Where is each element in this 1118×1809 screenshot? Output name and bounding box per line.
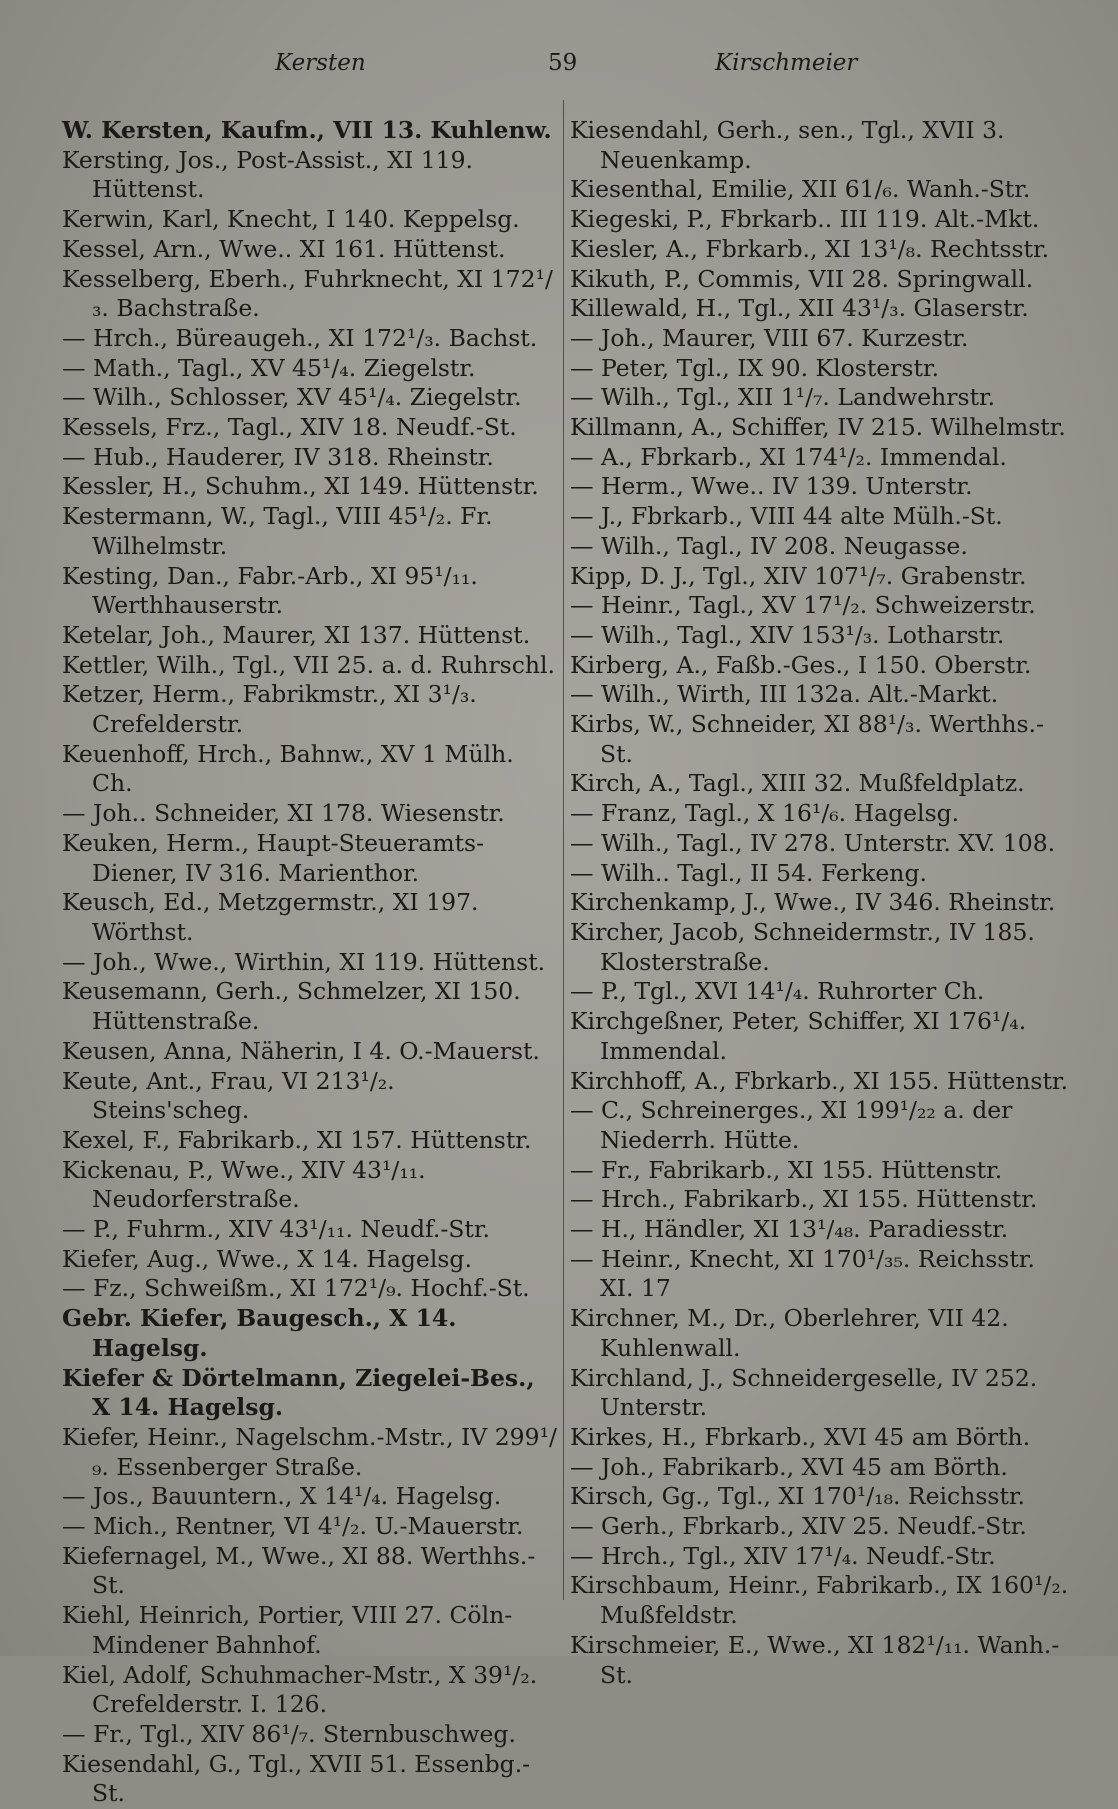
- directory-entry: Kessel, Arn., Wwe.. XI 161. Hüttenst.: [62, 234, 506, 263]
- directory-entry: — Heinr., Knecht, XI 170¹/₃₅. Reichsstr. XI. 17: [570, 1244, 1035, 1303]
- directory-entry: Kircher, Jacob, Schneidermstr., IV 185. Klosterstraße.: [570, 917, 1035, 976]
- directory-entry: Kettler, Wilh., Tgl., VII 25. a. d. Ruhrschl.: [62, 650, 556, 679]
- directory-entry: Kirberg, A., Faßb.-Ges., I 150. Oberstr.: [570, 650, 1032, 679]
- header-first-name: Kersten: [275, 50, 366, 76]
- directory-entry: Kickenau, P., Wwe., XIV 43¹/₁₁. Neudorferstraße.: [62, 1155, 426, 1214]
- directory-entry: Kirch, A., Tagl., XIII 32. Mußfeldplatz.: [570, 769, 1025, 798]
- directory-entry: — Wilh., Tgl., XII 1¹/₇. Landwehrstr.: [570, 383, 996, 412]
- directory-entry: — P., Tgl., XVI 14¹/₄. Ruhrorter Ch.: [570, 977, 985, 1006]
- directory-entry: Kesting, Dan., Fabr.-Arb., XI 95¹/₁₁. Werthhauserstr.: [62, 561, 478, 620]
- directory-entry: W. Kersten, Kaufm., VII 13. Kuhlenw.: [62, 116, 552, 144]
- directory-entry: — Joh., Wwe., Wirthin, XI 119. Hüttenst.: [62, 947, 546, 976]
- directory-entry: — Math., Tagl., XV 45¹/₄. Ziegelstr.: [62, 353, 476, 382]
- directory-entry: Kipp, D. J., Tgl., XIV 107¹/₇. Grabenstr.: [570, 561, 1027, 590]
- directory-entry: Kiefer, Aug., Wwe., X 14. Hagelsg.: [62, 1244, 472, 1273]
- directory-entry: Killmann, A., Schiffer, IV 215. Wilhelmstr.: [570, 413, 1066, 442]
- page-header: [60, 50, 1078, 90]
- directory-entry: — Wilh., Wirth, III 132a. Alt.-Markt.: [570, 680, 999, 709]
- directory-entry: — Wilh.. Tagl., II 54. Ferkeng.: [570, 858, 927, 887]
- page-number: 59: [548, 50, 578, 76]
- right-column: [570, 116, 1070, 1690]
- directory-entry: Kirsch, Gg., Tgl., XI 170¹/₁₈. Reichsstr.: [570, 1482, 1026, 1511]
- directory-entry: — Joh., Maurer, VIII 67. Kurzestr.: [570, 323, 969, 352]
- directory-entry: Keusch, Ed., Metzgermstr., XI 197. Wörthst.: [62, 888, 479, 946]
- directory-entry: Kiesler, A., Fbrkarb., XI 13¹/₈. Rechtsstr.: [570, 234, 1050, 263]
- directory-entry: — Wilh., Tagl., IV 278. Unterstr. XV. 108.: [570, 828, 1056, 857]
- directory-entry: — Joh., Fabrikarb., XVI 45 am Börth.: [570, 1452, 1008, 1481]
- directory-entry: Kiegeski, P., Fbrkarb.. III 119. Alt.-Mkt.: [570, 205, 1040, 234]
- column-divider: [563, 100, 564, 1600]
- directory-entry: Kiehl, Heinrich, Portier, VIII 27. Cöln-Mindener Bahnhof.: [62, 1601, 513, 1659]
- directory-entry: Kirchland, J., Schneidergeselle, IV 252. Unterstr.: [570, 1363, 1038, 1422]
- directory-entry: Kiesenthal, Emilie, XII 61/₆. Wanh.-Str.: [570, 175, 1031, 204]
- directory-entry: Kiefernagel, M., Wwe., XI 88. Werthhs.-St.: [62, 1541, 536, 1600]
- directory-entry: — A., Fbrkarb., XI 174¹/₂. Immendal.: [570, 442, 1007, 471]
- directory-entry: — Fr., Fabrikarb., XI 155. Hüttenstr.: [570, 1155, 1003, 1184]
- directory-entry: — J., Fbrkarb., VIII 44 alte Mülh.-St.: [570, 502, 1003, 531]
- directory-entry: — H., Händler, XI 13¹/₄₈. Paradiesstr.: [570, 1215, 1009, 1244]
- directory-entry: Keusemann, Gerh., Schmelzer, XI 150. Hüttenstraße.: [62, 977, 521, 1036]
- directory-entry: — Fr., Tgl., XIV 86¹/₇. Sternbuschweg.: [62, 1719, 516, 1748]
- directory-entry: Kiefer, Heinr., Nagelschm.-Mstr., IV 299¹/₉. Essenberger Straße.: [62, 1422, 557, 1481]
- directory-entry: — Wilh., Tagl., XIV 153¹/₃. Lotharstr.: [570, 620, 1005, 649]
- directory-entry: Kirchner, M., Dr., Oberlehrer, VII 42. Kuhlenwall.: [570, 1304, 1009, 1362]
- directory-entry: — C., Schreinerges., XI 199¹/₂₂ a. der Niederrh. Hütte.: [570, 1096, 1013, 1154]
- directory-entry: Keuken, Herm., Haupt-Steueramts-Diener, IV 316. Marienthor.: [62, 828, 485, 887]
- directory-entry: Ketelar, Joh., Maurer, XI 137. Hüttenst.: [62, 620, 531, 649]
- directory-entry: Kiesendahl, Gerh., sen., Tgl., XVII 3. Neuenkamp.: [570, 116, 1005, 174]
- directory-entry: Kiesendahl, G., Tgl., XVII 51. Essenbg.-St.: [62, 1749, 531, 1808]
- directory-entry: — Hub., Hauderer, IV 318. Rheinstr.: [62, 442, 494, 471]
- directory-entry: — Jos., Bauuntern., X 14¹/₄. Hagelsg.: [62, 1482, 502, 1511]
- directory-entry: — P., Fuhrm., XIV 43¹/₁₁. Neudf.-Str.: [62, 1215, 490, 1244]
- directory-entry: Kirschmeier, E., Wwe., XI 182¹/₁₁. Wanh.-St.: [570, 1630, 1060, 1689]
- directory-entry: Kirchenkamp, J., Wwe., IV 346. Rheinstr.: [570, 888, 1056, 917]
- directory-entry: — Hrch., Fabrikarb., XI 155. Hüttenstr.: [570, 1185, 1038, 1214]
- directory-entry: Keuenhoff, Hrch., Bahnw., XV 1 Mülh. Ch.: [62, 739, 514, 798]
- directory-entry: Kestermann, W., Tagl., VIII 45¹/₂. Fr. Wilhelmstr.: [62, 502, 493, 560]
- directory-entry: Ketzer, Herm., Fabrikmstr., XI 3¹/₃. Crefelderstr.: [62, 680, 477, 739]
- directory-entry: — Franz, Tagl., X 16¹/₆. Hagelsg.: [570, 799, 960, 828]
- directory-entry: — Fz., Schweißm., XI 172¹/₉. Hochf.-St.: [62, 1274, 530, 1303]
- directory-entry: Kikuth, P., Commis, VII 28. Springwall.: [570, 264, 1034, 293]
- directory-entry: — Heinr., Tagl., XV 17¹/₂. Schweizerstr.: [570, 591, 1036, 620]
- directory-entry: Keusen, Anna, Näherin, I 4. O.-Mauerst.: [62, 1036, 540, 1065]
- directory-entry: Gebr. Kiefer, Baugesch., X 14. Hagelsg.: [62, 1304, 457, 1362]
- directory-entry: Kersting, Jos., Post-Assist., XI 119. Hüttenst.: [62, 145, 474, 204]
- directory-entry: Kirschbaum, Heinr., Fabrikarb., IX 160¹/₂. Mußfeldstr.: [570, 1571, 1069, 1630]
- directory-entry: — Hrch., Büreaugeh., XI 172¹/₃. Bachst.: [62, 323, 538, 352]
- directory-entry: Kexel, F., Fabrikarb., XI 157. Hüttenstr.: [62, 1125, 532, 1154]
- header-last-name: Kirschmeier: [715, 50, 858, 76]
- directory-entry: — Wilh., Tagl., IV 208. Neugasse.: [570, 531, 968, 560]
- directory-entry: — Herm., Wwe.. IV 139. Unterstr.: [570, 472, 973, 501]
- directory-entry: Kirbs, W., Schneider, XI 88¹/₃. Werthhs.-St.: [570, 710, 1044, 768]
- directory-entry: — Wilh., Schlosser, XV 45¹/₄. Ziegelstr.: [62, 383, 522, 412]
- directory-entry: Kirchhoff, A., Fbrkarb., XI 155. Hüttenstr.: [570, 1066, 1069, 1095]
- directory-entry: Keute, Ant., Frau, VI 213¹/₂. Steins'scheg.: [62, 1066, 395, 1125]
- directory-entry: — Mich., Rentner, VI 4¹/₂. U.-Mauerstr.: [62, 1512, 524, 1541]
- directory-entry: — Joh.. Schneider, XI 178. Wiesenstr.: [62, 799, 505, 828]
- directory-entry: — Gerh., Fbrkarb., XIV 25. Neudf.-Str.: [570, 1512, 1027, 1541]
- directory-entry: Kiefer & Dörtelmann, Ziegelei-Bes., X 14. Hagelsg.: [62, 1363, 535, 1422]
- directory-entry: — Hrch., Tgl., XIV 17¹/₄. Neudf.-Str.: [570, 1541, 996, 1570]
- directory-entry: Kessler, H., Schuhm., XI 149. Hüttenstr.: [62, 472, 539, 501]
- directory-entry: Kesselberg, Eberh., Fuhrknecht, XI 172¹/₃. Bachstraße.: [62, 264, 553, 323]
- directory-entry: Kerwin, Karl, Knecht, I 140. Keppelsg.: [62, 205, 520, 234]
- directory-entry: Kiel, Adolf, Schuhmacher-Mstr., X 39¹/₂. Crefelderstr. I. 126.: [62, 1660, 538, 1719]
- directory-entry: Kirchgeßner, Peter, Schiffer, XI 176¹/₄. Immendal.: [570, 1007, 1027, 1065]
- directory-entry: Kirkes, H., Fbrkarb., XVI 45 am Börth.: [570, 1422, 1031, 1451]
- directory-entry: — Peter, Tgl., IX 90. Klosterstr.: [570, 353, 940, 382]
- directory-entry: Kessels, Frz., Tagl., XIV 18. Neudf.-St.: [62, 413, 517, 442]
- left-column: [62, 116, 557, 1809]
- directory-entry: Killewald, H., Tgl., XII 43¹/₃. Glaserstr.: [570, 294, 1029, 323]
